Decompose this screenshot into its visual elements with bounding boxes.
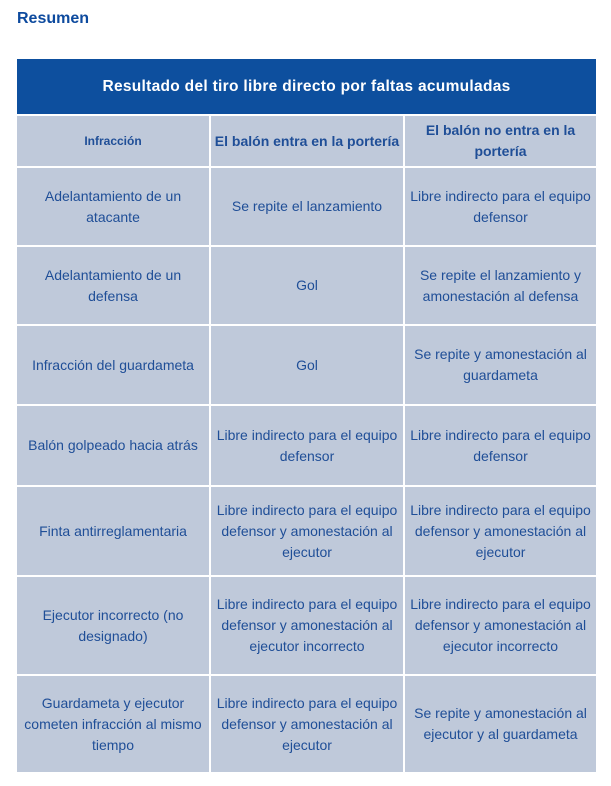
table-row <box>16 167 597 246</box>
infraction-cell: Adelantamiento de un defensa <box>16 246 210 325</box>
table-title: Resultado del tiro libre directo por faltas acumuladas <box>16 58 597 115</box>
no-goal-result-cell: Se repite y amonestación al guardameta <box>404 325 597 405</box>
goal-result-cell: Se repite el lanzamiento <box>210 167 404 246</box>
goal-result-cell: Libre indirecto para el equipo defensor y amonestación al ejecutor <box>210 675 404 773</box>
goal-result-cell: Gol <box>210 246 404 325</box>
no-goal-result-cell: Se repite y amonestación al ejecutor y al guardameta <box>404 675 597 773</box>
infraction-cell: Finta antirreglamentaria <box>16 486 210 576</box>
goal-result-cell: Libre indirecto para el equipo defensor y amonestación al ejecutor incorrecto <box>210 576 404 675</box>
table-row <box>16 325 597 405</box>
no-goal-result-cell: Libre indirecto para el equipo defensor <box>404 167 597 246</box>
goal-result-cell: Libre indirecto para el equipo defensor <box>210 405 404 486</box>
infraction-cell: Adelantamiento de un atacante <box>16 167 210 246</box>
header-balon-entra: El balón entra en la portería <box>210 115 404 167</box>
table-header-row <box>16 115 597 167</box>
table-row <box>16 576 597 675</box>
header-balon-no-entra: El balón no entra en la portería <box>404 115 597 167</box>
section-heading: Resumen <box>17 10 90 27</box>
goal-result-cell: Gol <box>210 325 404 405</box>
summary-table <box>15 57 598 774</box>
table-row <box>16 486 597 576</box>
infraction-cell: Balón golpeado hacia atrás <box>16 405 210 486</box>
infraction-cell: Infracción del guardameta <box>16 325 210 405</box>
infraction-cell: Guardameta y ejecutor cometen infracción al mismo tiempo <box>16 675 210 773</box>
no-goal-result-cell: Libre indirecto para el equipo defensor y amonestación al ejecutor incorrecto <box>404 576 597 675</box>
table-row <box>16 675 597 773</box>
no-goal-result-cell: Se repite el lanzamiento y amonestación al defensa <box>404 246 597 325</box>
table-title-row <box>16 58 597 115</box>
goal-result-cell: Libre indirecto para el equipo defensor y amonestación al ejecutor <box>210 486 404 576</box>
no-goal-result-cell: Libre indirecto para el equipo defensor y amonestación al ejecutor <box>404 486 597 576</box>
header-infraccion: Infracción <box>16 115 210 167</box>
no-goal-result-cell: Libre indirecto para el equipo defensor <box>404 405 597 486</box>
table-row <box>16 405 597 486</box>
table-row <box>16 246 597 325</box>
infraction-cell: Ejecutor incorrecto (no designado) <box>16 576 210 675</box>
